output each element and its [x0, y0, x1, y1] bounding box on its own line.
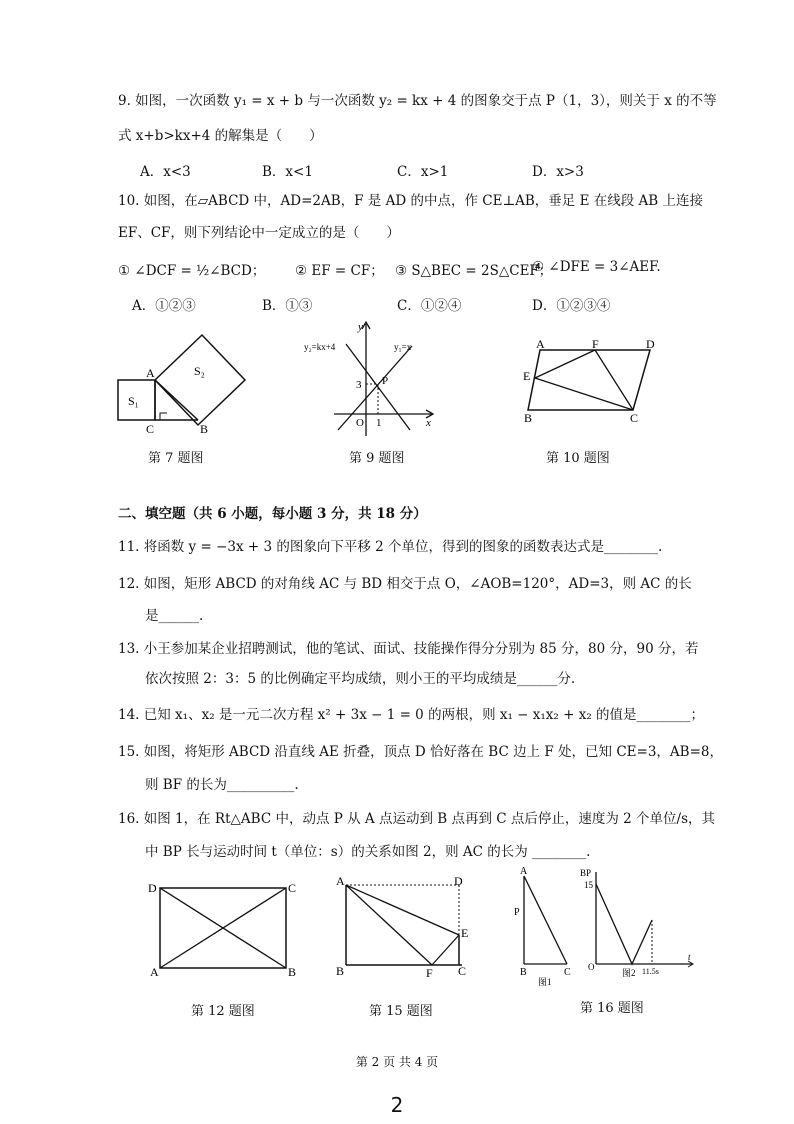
fig15-label-d: D — [454, 874, 463, 888]
fig15-label-b: B — [336, 964, 345, 978]
fig15-label-c: C — [458, 964, 467, 978]
fig16-label-15: 15 — [584, 880, 593, 890]
fig16-label-t: t — [688, 952, 691, 962]
q9-line1: 9. 如图，一次函数 y₁ = x + b 与一次函数 y₂ = kx + 4 的图象交于点 P（1，3），则关于 x 的不等 — [118, 93, 717, 109]
fig15-label-f: F — [426, 966, 433, 980]
fig16-label-c: C — [564, 967, 571, 978]
square-s2 — [155, 335, 245, 425]
fig9-label-x: x — [426, 417, 431, 429]
fig16-label-bp: BP — [580, 868, 592, 878]
q10-line1: 10. 如图，在▱ABCD 中，AD=2AB，F 是 AD 的中点，作 CE⊥AB，垂足 E 在线段 AB 上连接 — [118, 193, 703, 209]
q10-statement-4: ④ ∠DFE = 3∠AEF. — [532, 259, 661, 275]
fig15-caption: 第 15 题图 — [369, 1004, 433, 1019]
fig9-caption: 第 9 题图 — [349, 451, 405, 466]
q10-statement-3: ③ S△BEC = 2S△CEF； — [395, 263, 553, 279]
fig10-label-a: A — [536, 337, 545, 351]
fig7-label-s2: S₂ — [194, 364, 205, 378]
fig7-label-a: A — [146, 366, 155, 380]
q11-text: 11. 将函数 y = −3x + 3 的图象向下平移 2 个单位，得到的图象的函数表达式是________. — [118, 539, 663, 555]
fig12-caption: 第 12 题图 — [191, 1004, 255, 1019]
q10-option-c: C．①②④ — [397, 298, 462, 314]
figure-12 — [148, 878, 300, 980]
fig9-label-p: P — [382, 375, 389, 387]
q10-statement-2: ② EF = CF； — [295, 263, 384, 279]
fig10-label-f: F — [592, 337, 599, 351]
q15-line1: 15. 如图，将矩形 ABCD 沿直线 AE 折叠，顶点 D 恰好落在 BC 边上 F 处，已知 CE=3，AB=8， — [118, 744, 723, 760]
q10-statement-1: ① ∠DCF = ½∠BCD； — [118, 263, 266, 279]
fig15-label-e: E — [461, 926, 469, 940]
fig9-label-y1: y₁=x — [394, 342, 412, 352]
fig7-label-b: B — [200, 422, 209, 436]
fig7-label-s1: S₁ — [128, 394, 139, 408]
fig10-label-d: D — [646, 337, 655, 351]
fig12-label-b: B — [288, 965, 297, 979]
q16-line2: 中 BP 长与运动时间 t（单位：s）的关系如图 2，则 AC 的长为 ________. — [145, 844, 591, 860]
fig12-label-a: A — [150, 965, 159, 979]
fig9-label-o: O — [356, 417, 364, 429]
fig16-label-o: O — [588, 962, 595, 972]
q13-line1: 13. 小王参加某企业招聘测试，他的笔试、面试、技能操作得分分别为 85 分，80 分，90 分，若 — [118, 641, 699, 657]
figure-15 — [334, 873, 479, 981]
fig9-label-3: 3 — [356, 379, 362, 391]
q10-option-d: D．①②③④ — [532, 298, 611, 314]
fig16-caption-fig2: 图2 — [622, 968, 636, 978]
fig16-label-115: 11.5s — [642, 967, 659, 976]
q9-option-d: D．x>3 — [532, 164, 584, 180]
q14-text: 14. 已知 x₁、x₂ 是一元二次方程 x² + 3x − 1 = 0 的两根，则 x₁ − x₁x₂ + x₂ 的值是________； — [118, 707, 705, 723]
q9-option-a: A．x<3 — [140, 164, 191, 180]
q10-option-b: B．①③ — [262, 298, 313, 314]
parallelogram-abcd — [528, 350, 650, 410]
fig16-label-a: A — [520, 866, 528, 877]
fig9-label-1: 1 — [376, 417, 382, 429]
q9-option-c: C．x>1 — [397, 164, 449, 180]
fig16-caption-fig1: 图1 — [538, 977, 552, 987]
q10-option-a: A．①②③ — [132, 298, 196, 314]
q9-option-b: B．x<1 — [262, 164, 313, 180]
figure-7 — [110, 325, 260, 440]
fig16-caption: 第 16 题图 — [580, 1001, 644, 1016]
page-number: 2 — [390, 1093, 404, 1117]
fig12-label-c: C — [288, 881, 297, 895]
bp-curve — [596, 884, 652, 964]
figure-9 — [300, 318, 440, 440]
fig16-label-b: B — [520, 967, 527, 978]
figure-16 — [512, 864, 702, 989]
fig10-label-e: E — [523, 369, 531, 383]
q16-line1: 16. 如图 1，在 Rt△ABC 中，动点 P 从 A 点运动到 B 点再到 C 点后停止，速度为 2 个单位/s，其 — [118, 811, 716, 827]
fig7-caption: 第 7 题图 — [148, 451, 204, 466]
fig10-label-c: C — [630, 411, 639, 425]
section2-title: 二、填空题（共 6 小题，每小题 3 分，共 18 分） — [118, 506, 427, 522]
q9-line2: 式 x+b>kx+4 的解集是（ ） — [118, 128, 323, 144]
q12-line1: 12. 如图，矩形 ABCD 的对角线 AC 与 BD 相交于点 O，∠AOB=120°，AD=3，则 AC 的长 — [118, 576, 692, 592]
fig10-label-b: B — [524, 411, 533, 425]
fig16-label-p: P — [514, 907, 520, 918]
q13-line2: 依次按照 2：3：5 的比例确定平均成绩，则小王的平均成绩是______分. — [145, 671, 576, 687]
fig10-caption: 第 10 题图 — [546, 451, 610, 466]
q15-line2: 则 BF 的长为__________. — [145, 777, 299, 793]
fig7-label-c: C — [146, 422, 155, 436]
fig12-label-d: D — [148, 881, 157, 895]
q10-line2: EF、CF，则下列结论中一定成立的是（ ） — [118, 225, 400, 241]
fig15-label-a: A — [336, 874, 345, 888]
fig9-label-y: y — [358, 321, 363, 333]
figure-10 — [518, 336, 668, 426]
q12-line2: 是______. — [145, 608, 204, 624]
fig9-label-y2: y₂=kx+4 — [304, 342, 336, 352]
page-footer: 第 2 页 共 4 页 — [355, 1055, 439, 1069]
